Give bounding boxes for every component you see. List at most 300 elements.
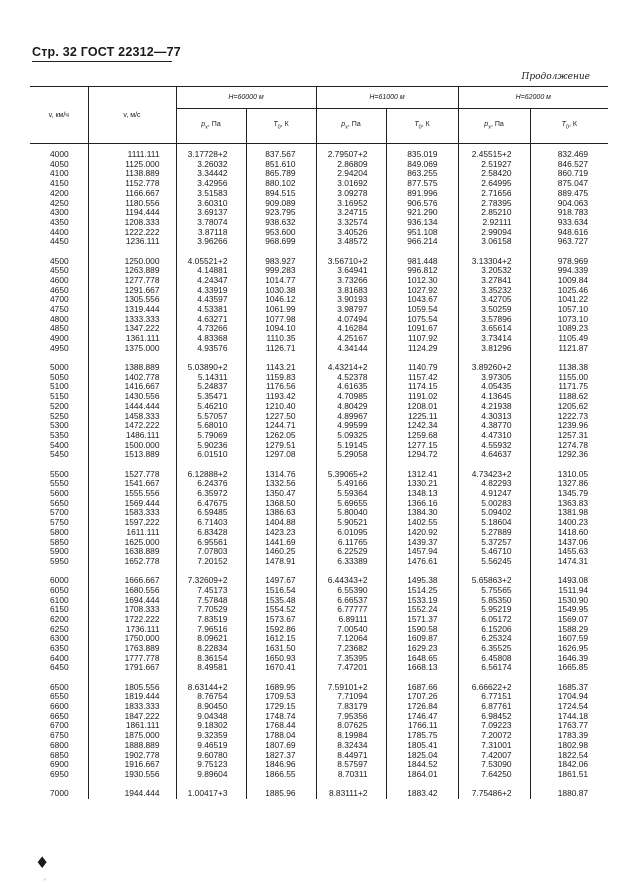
cell-temp-61000: 936.134 — [386, 218, 458, 228]
table-row — [30, 286, 608, 296]
cell-pressure-60000: 8.22834 — [176, 644, 246, 654]
cell-pressure-61000: 3.32574 — [316, 218, 386, 228]
table-row — [30, 789, 608, 799]
cell-temp-61000: 891.996 — [386, 189, 458, 199]
cell-temp-61000: 1571.37 — [386, 615, 458, 625]
cell-temp-60000: 1885.96 — [246, 789, 316, 799]
cell-temp-61000: 1746.47 — [386, 712, 458, 722]
cell-temp-61000: 921.290 — [386, 208, 458, 218]
cell-temp-61000: 1805.41 — [386, 741, 458, 751]
cell-temp-62000: 846.527 — [530, 160, 608, 170]
cell-pressure-60000: 1.00417+3 — [176, 789, 246, 799]
cell-temp-62000: 933.634 — [530, 218, 608, 228]
cell-temp-60000: 1262.05 — [246, 431, 316, 441]
cell-v-kmh: 6950 — [50, 768, 69, 779]
cell-v-ms: 1722.222 — [88, 615, 176, 625]
cell-temp-62000: 1041.22 — [530, 295, 608, 305]
cell-temp-61000: 1402.55 — [386, 518, 458, 528]
cell-pressure-61000: 2.79507+2 — [316, 150, 386, 160]
cell-pressure-62000: 3.50259 — [458, 305, 530, 315]
cell-pressure-61000: 2.94204 — [316, 169, 386, 179]
continuation-label: Продолжение — [521, 72, 590, 82]
cell-v-ms: 1208.333 — [88, 218, 176, 228]
cell-temp-62000: 889.475 — [530, 189, 608, 199]
cell-v-ms: 1138.889 — [88, 169, 176, 179]
cell-temp-62000: 1222.73 — [530, 412, 608, 422]
cell-v-ms: 1402.778 — [88, 373, 176, 383]
cell-v-ms: 1250.000 — [88, 257, 176, 267]
cell-v-ms: 1666.667 — [88, 576, 176, 586]
cell-temp-62000: 860.719 — [530, 169, 608, 179]
cell-pressure-60000: 6.47675 — [176, 499, 246, 509]
cell-pressure-60000: 4.05521+2 — [176, 257, 246, 267]
cell-temp-61000: 1785.75 — [386, 731, 458, 741]
cell-pressure-61000: 7.59101+2 — [316, 683, 386, 693]
cell-v-ms: 1319.444 — [88, 305, 176, 315]
cell-temp-61000: 1844.52 — [386, 760, 458, 770]
cell-v-ms: 1777.778 — [88, 654, 176, 664]
cell-v-kmh: 6450 — [50, 662, 69, 673]
cell-v-kmh: 6600 — [50, 701, 69, 712]
cell-pressure-60000: 3.78074 — [176, 218, 246, 228]
cell-pressure-62000: 3.81296 — [458, 344, 530, 354]
cell-v-ms: 1361.111 — [88, 334, 176, 344]
cell-pressure-61000: 3.48572 — [316, 237, 386, 247]
cell-pressure-62000: 6.98452 — [458, 712, 530, 722]
cell-temp-61000: 951.108 — [386, 228, 458, 238]
cell-temp-62000: 1511.94 — [530, 586, 608, 596]
cell-pressure-60000: 6.12888+2 — [176, 470, 246, 480]
cell-pressure-60000: 8.09621 — [176, 634, 246, 644]
cell-temp-62000: 1089.23 — [530, 324, 608, 334]
cell-temp-62000: 1724.54 — [530, 702, 608, 712]
cell-pressure-62000: 7.20072 — [458, 731, 530, 741]
cell-pressure-62000: 4.21938 — [458, 402, 530, 412]
cell-temp-61000: 1495.38 — [386, 576, 458, 586]
cell-temp-60000: 1126.71 — [246, 344, 316, 354]
table-row — [30, 169, 608, 179]
cell-pressure-60000: 5.35471 — [176, 392, 246, 402]
table-row — [30, 596, 608, 606]
cell-v-kmh: 4500 — [50, 255, 69, 266]
cell-pressure-60000: 4.93576 — [176, 344, 246, 354]
cell-v-kmh: 4450 — [50, 236, 69, 247]
cell-temp-60000: 1460.25 — [246, 547, 316, 557]
cell-temp-60000: 938.632 — [246, 218, 316, 228]
cell-pressure-62000: 5.00283 — [458, 499, 530, 509]
cell-pressure-62000: 4.91247 — [458, 489, 530, 499]
cell-pressure-61000: 3.98797 — [316, 305, 386, 315]
cell-pressure-60000: 8.36154 — [176, 654, 246, 664]
cell-v-ms: 1375.000 — [88, 344, 176, 354]
cell-temp-60000: 1670.41 — [246, 663, 316, 673]
cell-temp-60000: 1846.96 — [246, 760, 316, 770]
cell-v-kmh: 4850 — [50, 323, 69, 334]
cell-temp-61000: 966.214 — [386, 237, 458, 247]
cell-pressure-62000: 3.27841 — [458, 276, 530, 286]
cell-temp-60000: 999.283 — [246, 266, 316, 276]
cell-temp-61000: 1629.23 — [386, 644, 458, 654]
cell-temp-61000: 1107.92 — [386, 334, 458, 344]
cell-temp-61000: 1366.16 — [386, 499, 458, 509]
cell-pressure-62000: 2.71656 — [458, 189, 530, 199]
table-row — [30, 644, 608, 654]
cell-temp-62000: 1588.29 — [530, 625, 608, 635]
cell-temp-61000: 1533.19 — [386, 596, 458, 606]
cell-temp-60000: 880.102 — [246, 179, 316, 189]
cell-v-kmh: 4250 — [50, 197, 69, 208]
cell-pressure-61000: 7.83179 — [316, 702, 386, 712]
cell-v-kmh: 4600 — [50, 274, 69, 285]
table-row — [30, 218, 608, 228]
cell-pressure-61000: 3.81683 — [316, 286, 386, 296]
cell-temp-62000: 1105.49 — [530, 334, 608, 344]
cell-pressure-62000: 4.47310 — [458, 431, 530, 441]
table-row — [30, 605, 608, 615]
cell-v-ms: 1597.222 — [88, 518, 176, 528]
cell-pressure-60000: 8.90450 — [176, 702, 246, 712]
table-row — [30, 382, 608, 392]
table-row — [30, 305, 608, 315]
cell-temp-61000: 1825.04 — [386, 751, 458, 761]
cell-pressure-61000: 4.89967 — [316, 412, 386, 422]
cell-pressure-60000: 3.34442 — [176, 169, 246, 179]
cell-temp-61000: 1157.42 — [386, 373, 458, 383]
table-row — [30, 586, 608, 596]
cell-temp-60000: 1441.69 — [246, 538, 316, 548]
cell-v-kmh: 4350 — [50, 216, 69, 227]
cell-pressure-60000: 4.14881 — [176, 266, 246, 276]
cell-pressure-60000: 6.71403 — [176, 518, 246, 528]
cell-temp-60000: 1768.44 — [246, 721, 316, 731]
cell-pressure-62000: 5.18604 — [458, 518, 530, 528]
cell-temp-62000: 1363.83 — [530, 499, 608, 509]
cell-pressure-62000: 3.13304+2 — [458, 257, 530, 267]
col-header-temp-2: $T_0$, К — [386, 109, 458, 144]
cell-temp-60000: 1535.48 — [246, 596, 316, 606]
table-row — [30, 412, 608, 422]
cell-v-kmh: 4700 — [50, 294, 69, 305]
cell-temp-60000: 1143.21 — [246, 363, 316, 373]
cell-v-ms: 1625.000 — [88, 538, 176, 548]
cell-pressure-61000: 5.90521 — [316, 518, 386, 528]
cell-v-ms: 1125.000 — [88, 160, 176, 170]
cell-pressure-62000: 7.31001 — [458, 741, 530, 751]
cell-temp-60000: 1368.50 — [246, 499, 316, 509]
cell-temp-60000: 1478.91 — [246, 557, 316, 567]
table-row — [30, 712, 608, 722]
cell-v-ms: 1291.667 — [88, 286, 176, 296]
cell-v-kmh: 5500 — [50, 468, 69, 479]
cell-temp-60000: 1386.63 — [246, 508, 316, 518]
cell-pressure-62000: 3.35232 — [458, 286, 530, 296]
cell-v-kmh: 4300 — [50, 207, 69, 218]
cell-temp-62000: 1549.95 — [530, 605, 608, 615]
cell-pressure-62000: 3.42705 — [458, 295, 530, 305]
cell-temp-62000: 1073.10 — [530, 315, 608, 325]
cell-temp-60000: 1689.95 — [246, 683, 316, 693]
cell-temp-60000: 1077.98 — [246, 315, 316, 325]
cell-temp-61000: 1687.66 — [386, 683, 458, 693]
cell-pressure-60000: 5.57057 — [176, 412, 246, 422]
cell-temp-60000: 1350.47 — [246, 489, 316, 499]
cell-v-ms: 1736.111 — [88, 625, 176, 635]
cell-temp-62000: 1171.75 — [530, 382, 608, 392]
cell-pressure-60000: 9.04348 — [176, 712, 246, 722]
table-row — [30, 441, 608, 451]
cell-pressure-60000: 9.89604 — [176, 770, 246, 780]
cell-pressure-61000: 5.19145 — [316, 441, 386, 451]
cell-pressure-60000: 4.33919 — [176, 286, 246, 296]
cell-temp-62000: 1802.98 — [530, 741, 608, 751]
group-gap — [30, 354, 608, 364]
cell-v-kmh: 5750 — [50, 517, 69, 528]
cell-temp-62000: 1530.90 — [530, 596, 608, 606]
cell-pressure-62000: 3.73414 — [458, 334, 530, 344]
cell-temp-62000: 1474.31 — [530, 557, 608, 567]
cell-temp-62000: 1292.36 — [530, 450, 608, 460]
cell-temp-62000: 1455.63 — [530, 547, 608, 557]
cell-pressure-60000: 7.07803 — [176, 547, 246, 557]
cell-temp-61000: 1668.13 — [386, 663, 458, 673]
cell-v-kmh: 7000 — [50, 788, 69, 799]
cell-temp-62000: 1009.84 — [530, 276, 608, 286]
cell-v-kmh: 5050 — [50, 371, 69, 382]
cell-v-kmh: 6300 — [50, 633, 69, 644]
group-gap — [30, 780, 608, 790]
cell-v-kmh: 5100 — [50, 381, 69, 392]
cell-pressure-60000: 6.01510 — [176, 450, 246, 460]
cell-temp-62000: 1822.54 — [530, 751, 608, 761]
cell-pressure-61000: 4.80429 — [316, 402, 386, 412]
cell-pressure-61000: 4.16284 — [316, 324, 386, 334]
cell-temp-61000: 1384.30 — [386, 508, 458, 518]
cell-v-ms: 1569.444 — [88, 499, 176, 509]
cell-pressure-61000: 8.83111+2 — [316, 789, 386, 799]
cell-temp-60000: 1193.42 — [246, 392, 316, 402]
cell-temp-61000: 1439.37 — [386, 538, 458, 548]
cell-temp-60000: 1159.83 — [246, 373, 316, 383]
cell-pressure-61000: 5.09325 — [316, 431, 386, 441]
cell-pressure-61000: 4.43214+2 — [316, 363, 386, 373]
cell-v-ms: 1652.778 — [88, 557, 176, 567]
table-row — [30, 470, 608, 480]
table-row — [30, 257, 608, 267]
cell-pressure-62000: 2.78395 — [458, 199, 530, 209]
cell-pressure-61000: 3.73266 — [316, 276, 386, 286]
cell-v-kmh: 4150 — [50, 178, 69, 189]
cell-pressure-61000: 7.35395 — [316, 654, 386, 664]
cell-temp-60000: 1729.15 — [246, 702, 316, 712]
cell-pressure-60000: 3.87118 — [176, 228, 246, 238]
cell-temp-62000: 1646.39 — [530, 654, 608, 664]
cell-v-kmh: 5300 — [50, 420, 69, 431]
cell-temp-62000: 1327.86 — [530, 479, 608, 489]
cell-pressure-61000: 7.12064 — [316, 634, 386, 644]
cell-temp-62000: 1418.60 — [530, 528, 608, 538]
cell-v-kmh: 6650 — [50, 710, 69, 721]
cell-temp-60000: 983.927 — [246, 257, 316, 267]
cell-temp-60000: 1244.71 — [246, 421, 316, 431]
table-row — [30, 538, 608, 548]
cell-pressure-61000: 3.24715 — [316, 208, 386, 218]
cell-pressure-62000: 5.95219 — [458, 605, 530, 615]
cell-temp-60000: 1404.88 — [246, 518, 316, 528]
cell-temp-61000: 1140.79 — [386, 363, 458, 373]
table-row — [30, 731, 608, 741]
cell-temp-61000: 877.575 — [386, 179, 458, 189]
cell-temp-62000: 1626.95 — [530, 644, 608, 654]
cell-temp-60000: 1279.51 — [246, 441, 316, 451]
cell-pressure-62000: 2.45515+2 — [458, 150, 530, 160]
cell-v-ms: 1638.889 — [88, 547, 176, 557]
cell-temp-60000: 1110.35 — [246, 334, 316, 344]
table-row — [30, 557, 608, 567]
cell-v-ms: 1680.556 — [88, 586, 176, 596]
header-underline — [32, 61, 172, 62]
cell-pressure-62000: 5.56245 — [458, 557, 530, 567]
cell-pressure-61000: 3.09278 — [316, 189, 386, 199]
cell-pressure-62000: 6.45808 — [458, 654, 530, 664]
cell-pressure-61000: 6.77777 — [316, 605, 386, 615]
cell-pressure-61000: 3.16952 — [316, 199, 386, 209]
cell-v-ms: 1611.111 — [88, 528, 176, 538]
cell-v-kmh: 5550 — [50, 478, 69, 489]
cell-v-ms: 1555.556 — [88, 489, 176, 499]
cell-temp-62000: 1704.94 — [530, 692, 608, 702]
cell-pressure-62000: 2.64995 — [458, 179, 530, 189]
cell-v-ms: 1111.111 — [88, 150, 176, 160]
cell-v-kmh: 6150 — [50, 604, 69, 615]
cell-pressure-62000: 4.38770 — [458, 421, 530, 431]
col-header-pressure-1: $p_x$, Па — [176, 109, 246, 144]
cell-v-ms: 1513.889 — [88, 450, 176, 460]
cell-temp-62000: 1310.05 — [530, 470, 608, 480]
cell-temp-62000: 832.469 — [530, 150, 608, 160]
cell-pressure-62000: 3.65614 — [458, 324, 530, 334]
cell-pressure-61000: 6.22529 — [316, 547, 386, 557]
cell-pressure-61000: 2.86809 — [316, 160, 386, 170]
cell-pressure-60000: 9.32359 — [176, 731, 246, 741]
cell-v-ms: 1916.667 — [88, 760, 176, 770]
table-row — [30, 663, 608, 673]
cell-temp-61000: 1457.94 — [386, 547, 458, 557]
cell-pressure-62000: 4.13645 — [458, 392, 530, 402]
cell-v-kmh: 6200 — [50, 613, 69, 624]
cell-temp-61000: 1883.42 — [386, 789, 458, 799]
cell-v-kmh: 4650 — [50, 284, 69, 295]
cell-pressure-62000: 4.05435 — [458, 382, 530, 392]
cell-temp-62000: 1274.78 — [530, 441, 608, 451]
cell-temp-62000: 948.616 — [530, 228, 608, 238]
cell-v-kmh: 6750 — [50, 730, 69, 741]
table-row — [30, 315, 608, 325]
cell-v-kmh: 6800 — [50, 739, 69, 750]
table-row — [30, 150, 608, 160]
cell-temp-61000: 906.576 — [386, 199, 458, 209]
table-row — [30, 741, 608, 751]
cell-temp-62000: 1861.51 — [530, 770, 608, 780]
cell-temp-60000: 909.089 — [246, 199, 316, 209]
cell-temp-61000: 1552.24 — [386, 605, 458, 615]
col-header-temp-1: $T_0$, К — [246, 109, 316, 144]
cell-pressure-61000: 6.11765 — [316, 538, 386, 548]
cell-pressure-62000: 6.05172 — [458, 615, 530, 625]
cell-temp-62000: 1121.87 — [530, 344, 608, 354]
cell-v-kmh: 4950 — [50, 342, 69, 353]
cell-temp-61000: 1648.65 — [386, 654, 458, 664]
cell-temp-60000: 1094.10 — [246, 324, 316, 334]
cell-pressure-62000: 6.87761 — [458, 702, 530, 712]
cell-pressure-61000: 5.29058 — [316, 450, 386, 460]
cell-pressure-61000: 8.44971 — [316, 751, 386, 761]
group-header-2: H=61000 м — [316, 87, 458, 109]
table-row — [30, 692, 608, 702]
cell-temp-60000: 865.789 — [246, 169, 316, 179]
table-row — [30, 334, 608, 344]
cell-temp-60000: 1516.54 — [246, 586, 316, 596]
cell-pressure-61000: 3.01692 — [316, 179, 386, 189]
cell-temp-62000: 1345.79 — [530, 489, 608, 499]
cell-temp-60000: 1788.04 — [246, 731, 316, 741]
cell-pressure-62000: 2.92111 — [458, 218, 530, 228]
cell-temp-60000: 1061.99 — [246, 305, 316, 315]
cell-temp-60000: 1554.52 — [246, 605, 316, 615]
cell-v-kmh: 5900 — [50, 546, 69, 557]
cell-v-ms: 1944.444 — [88, 789, 176, 799]
cell-v-kmh: 5200 — [50, 400, 69, 411]
cell-v-kmh: 4750 — [50, 304, 69, 315]
cell-v-ms: 1263.889 — [88, 266, 176, 276]
cell-pressure-60000: 4.53381 — [176, 305, 246, 315]
cell-temp-62000: 1665.85 — [530, 663, 608, 673]
group-header-3: H=62000 м — [458, 87, 608, 109]
cell-pressure-61000: 4.52378 — [316, 373, 386, 383]
cell-temp-61000: 1027.92 — [386, 286, 458, 296]
table-row — [30, 751, 608, 761]
cell-pressure-61000: 6.33389 — [316, 557, 386, 567]
table-row — [30, 683, 608, 693]
cell-pressure-62000: 5.37257 — [458, 538, 530, 548]
table-row — [30, 634, 608, 644]
cell-pressure-61000: 7.00540 — [316, 625, 386, 635]
cell-pressure-61000: 8.57597 — [316, 760, 386, 770]
cell-temp-60000: 923.795 — [246, 208, 316, 218]
cell-temp-61000: 1294.72 — [386, 450, 458, 460]
cell-pressure-62000: 5.27889 — [458, 528, 530, 538]
cell-pressure-61000: 5.69655 — [316, 499, 386, 509]
cell-temp-60000: 1176.56 — [246, 382, 316, 392]
cell-v-ms: 1861.111 — [88, 721, 176, 731]
table-row — [30, 654, 608, 664]
cell-v-ms: 1805.556 — [88, 683, 176, 693]
cell-v-kmh: 6050 — [50, 584, 69, 595]
page-header: Стр. 32 ГОСТ 22312—77 — [32, 45, 181, 59]
cell-v-ms: 1583.333 — [88, 508, 176, 518]
cell-v-kmh: 6250 — [50, 623, 69, 634]
group-gap — [30, 460, 608, 470]
table-row — [30, 625, 608, 635]
cell-v-ms: 1472.222 — [88, 421, 176, 431]
cell-temp-61000: 1242.34 — [386, 421, 458, 431]
col-header-temp-3: $T_0$, К — [530, 109, 608, 144]
cell-pressure-61000: 4.70985 — [316, 392, 386, 402]
cell-pressure-62000: 7.64250 — [458, 770, 530, 780]
cell-temp-62000: 1400.23 — [530, 518, 608, 528]
cell-v-ms: 1750.000 — [88, 634, 176, 644]
cell-v-kmh: 5400 — [50, 439, 69, 450]
table-row — [30, 721, 608, 731]
